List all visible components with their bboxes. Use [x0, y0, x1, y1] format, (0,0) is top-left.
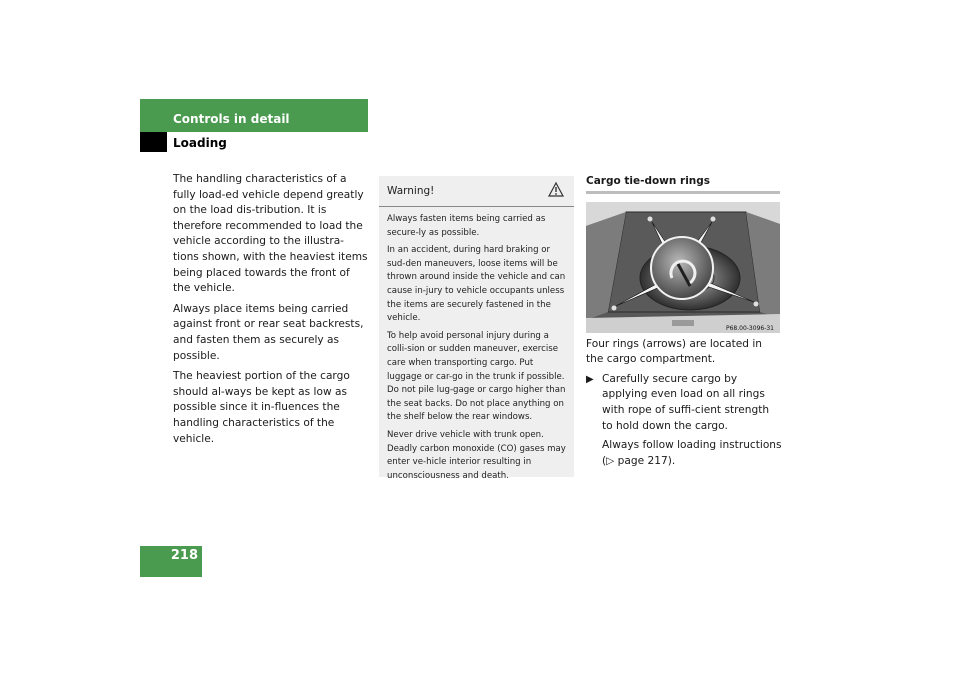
section-subtitle: Loading: [173, 136, 227, 150]
follow-text: Always follow loading instructions: [602, 439, 782, 452]
instruction-item: [586, 372, 782, 434]
warning-paragraph: Never drive vehicle with trunk open. Deadly carbon monoxide (CO) gases may enter ve-hicle interior resulting in unconsciousness and death.: [387, 429, 566, 481]
figure-code: P68.00-3096-31: [725, 324, 774, 332]
instruction-text: Carefully secure cargo by applying even load on all rings with rope of suffi-cient strength to hold down the cargo.: [602, 372, 770, 432]
paragraph: The handling characteristics of a fully load-ed vehicle depend greatly on the load dis-tribution. It is therefore recommended to load the vehicle according to the illustra-tions shown, with the heaviest items being placed towards the front of the vehicle.: [173, 173, 368, 295]
paragraph: Always place items being carried against front or rear seat backrests, and fasten them as securely as possible.: [173, 302, 364, 362]
cargo-compartment-illustration: [586, 202, 780, 333]
paragraph: The heaviest portion of the cargo should al-ways be kept as low as possible since it in-fluences the handling characteristics of the vehicle.: [173, 370, 350, 445]
page-reference-link[interactable]: page 217).: [617, 454, 676, 467]
warning-paragraph: To help avoid personal injury during a colli-sion or sudden maneuver, exercise care when transporting cargo. Put luggage or car-go in the trunk if possible. Do not pile lug-gage or cargo higher than the seat backs. Do not place anything on the shelf below the rear windows.: [387, 330, 566, 423]
page-number: 218: [170, 548, 198, 563]
bullet-arrow-icon: ▶: [586, 373, 594, 385]
warning-paragraph: In an accident, during hard braking or sud-den maneuvers, loose items will be thrown around inside the vehicle and can cause in-jury to vehicle occupants unless the items are securely fastened in the vehicle.: [387, 245, 566, 324]
intro-text: Four rings (arrows) are located in the cargo compartment.: [586, 337, 763, 366]
page-ref-icon: ▷: [606, 454, 615, 467]
section-title: Cargo tie-down rings: [586, 175, 711, 187]
chapter-title: Controls in detail: [173, 112, 290, 126]
warning-header: [379, 176, 574, 207]
header-marker: [140, 132, 167, 152]
warning-box: [379, 176, 574, 481]
follow-instructions: Always follow loading instructions (▷ page 217).: [602, 439, 782, 467]
warning-title: Warning!: [387, 185, 435, 197]
section-rule: [586, 191, 780, 194]
tie-down-column: [586, 174, 782, 473]
intro-column: [173, 172, 369, 452]
warning-triangle-icon: [548, 182, 564, 201]
warning-paragraph: Always fasten items being carried as secure-ly as possible.: [387, 214, 546, 238]
